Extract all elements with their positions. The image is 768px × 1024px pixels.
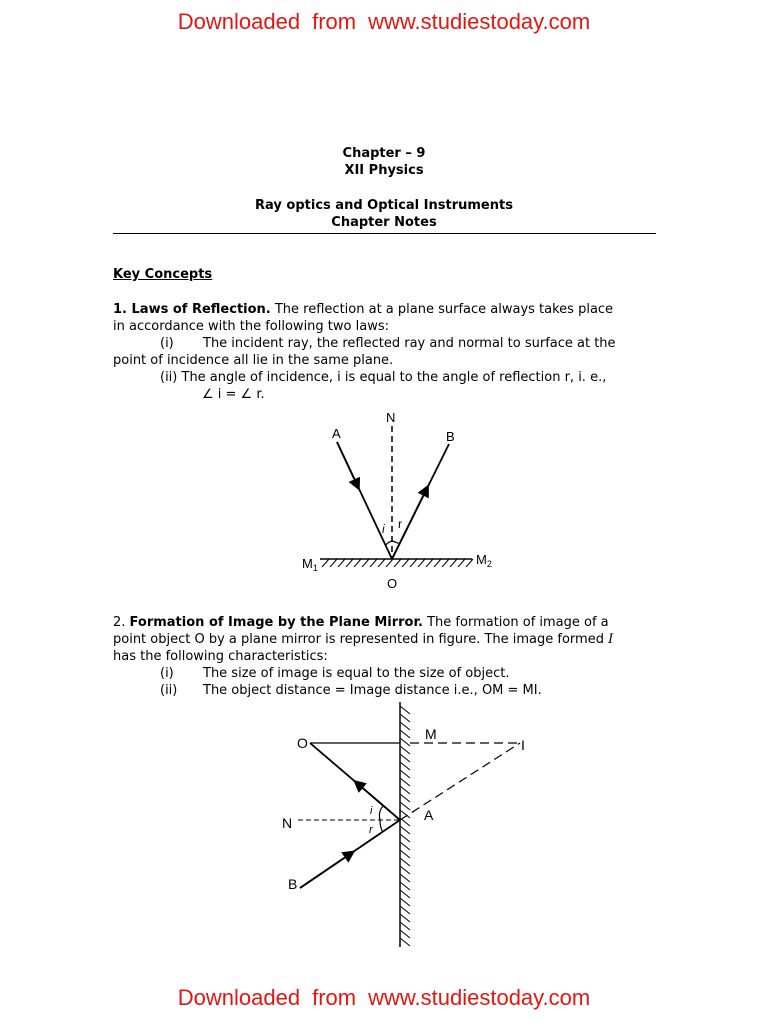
key-concepts-heading: Key Concepts bbox=[113, 267, 213, 282]
label-B: B bbox=[288, 876, 298, 892]
section1-line1 bbox=[113, 301, 613, 318]
banner-from: from bbox=[312, 9, 357, 34]
incident-arrow bbox=[337, 442, 357, 485]
label-B: B bbox=[446, 429, 455, 444]
label-A: A bbox=[332, 426, 341, 441]
characteristic2-number: (ii) bbox=[160, 683, 178, 698]
virtual-ray bbox=[400, 743, 520, 820]
label-A: A bbox=[424, 807, 434, 823]
header-divider bbox=[113, 233, 656, 234]
label-angle-r: r bbox=[369, 824, 373, 836]
banner-site-link[interactable]: www.studiestoday.com bbox=[368, 9, 591, 34]
law2-text: (ii) The angle of incidence, i is equal to the angle of reflection r, i. e., bbox=[160, 370, 607, 385]
banner-from: from bbox=[312, 985, 357, 1010]
section1-line1-rest: The reflection at a plane surface always takes place bbox=[270, 302, 614, 317]
characteristic1-text: The size of image is equal to the size of object. bbox=[203, 666, 510, 681]
label-M2: $M_2$ bbox=[476, 552, 492, 569]
section2-line2-text: point object O by a plane mirror is represented in figure. The image formed bbox=[113, 632, 609, 647]
angle-arc-i bbox=[379, 806, 383, 820]
download-banner-bottom bbox=[0, 985, 768, 1011]
banner-prefix: Downloaded bbox=[177, 9, 301, 34]
chapter-number: Chapter – 9 bbox=[342, 146, 426, 161]
section1-line2: in accordance with the following two laws: bbox=[113, 319, 389, 334]
label-M: M bbox=[425, 726, 437, 742]
section2-heading: Formation of Image by the Plane Mirror. bbox=[129, 615, 423, 630]
characteristic1-number: (i) bbox=[160, 666, 174, 681]
angle-arc-i bbox=[386, 541, 393, 546]
section2-line2 bbox=[113, 631, 613, 648]
label-angle-r: r bbox=[398, 517, 402, 531]
reflection-diagram bbox=[290, 404, 510, 596]
label-O: O bbox=[297, 735, 308, 751]
label-angle-i: i bbox=[370, 805, 373, 817]
section1-heading: 1. Laws of Reflection. bbox=[113, 302, 271, 317]
law1-text: The incident ray, the reflected ray and normal to surface at the bbox=[203, 336, 616, 351]
mirror-hatching bbox=[400, 706, 410, 946]
banner-site-link[interactable]: www.studiestoday.com bbox=[368, 985, 591, 1010]
mirror-hatching bbox=[322, 559, 473, 567]
section2-prefix: 2. bbox=[113, 615, 130, 630]
label-M1: $M_1$ bbox=[302, 556, 318, 573]
angle-arc-r bbox=[392, 541, 400, 544]
law2-equation: ∠ i = ∠ r. bbox=[202, 387, 265, 402]
label-O: O bbox=[387, 576, 398, 591]
label-angle-i: i bbox=[382, 522, 385, 536]
subject-name: XII Physics bbox=[344, 163, 424, 178]
chapter-title: Ray optics and Optical Instruments bbox=[255, 198, 513, 213]
chapter-subtitle: Chapter Notes bbox=[331, 215, 437, 230]
section2-line1-rest: The formation of image of a bbox=[422, 615, 609, 630]
label-N: N bbox=[386, 410, 396, 425]
law1-continued: point of incidence all lie in the same plane. bbox=[113, 353, 394, 368]
label-I: I bbox=[521, 737, 525, 753]
section2-line1 bbox=[113, 614, 609, 631]
banner-prefix: Downloaded bbox=[177, 985, 301, 1010]
law1-number: (i) bbox=[160, 336, 174, 351]
label-N: N bbox=[282, 815, 293, 831]
section2-line3: has the following characteristics: bbox=[113, 649, 328, 664]
section2-image-symbol: I bbox=[608, 632, 614, 647]
plane-mirror-diagram bbox=[270, 702, 538, 952]
angle-arc-r bbox=[380, 820, 383, 832]
download-banner-top bbox=[0, 9, 768, 35]
characteristic2-text: The object distance = Image distance i.e., OM = MI. bbox=[203, 683, 542, 698]
incident-arrow bbox=[300, 854, 350, 888]
